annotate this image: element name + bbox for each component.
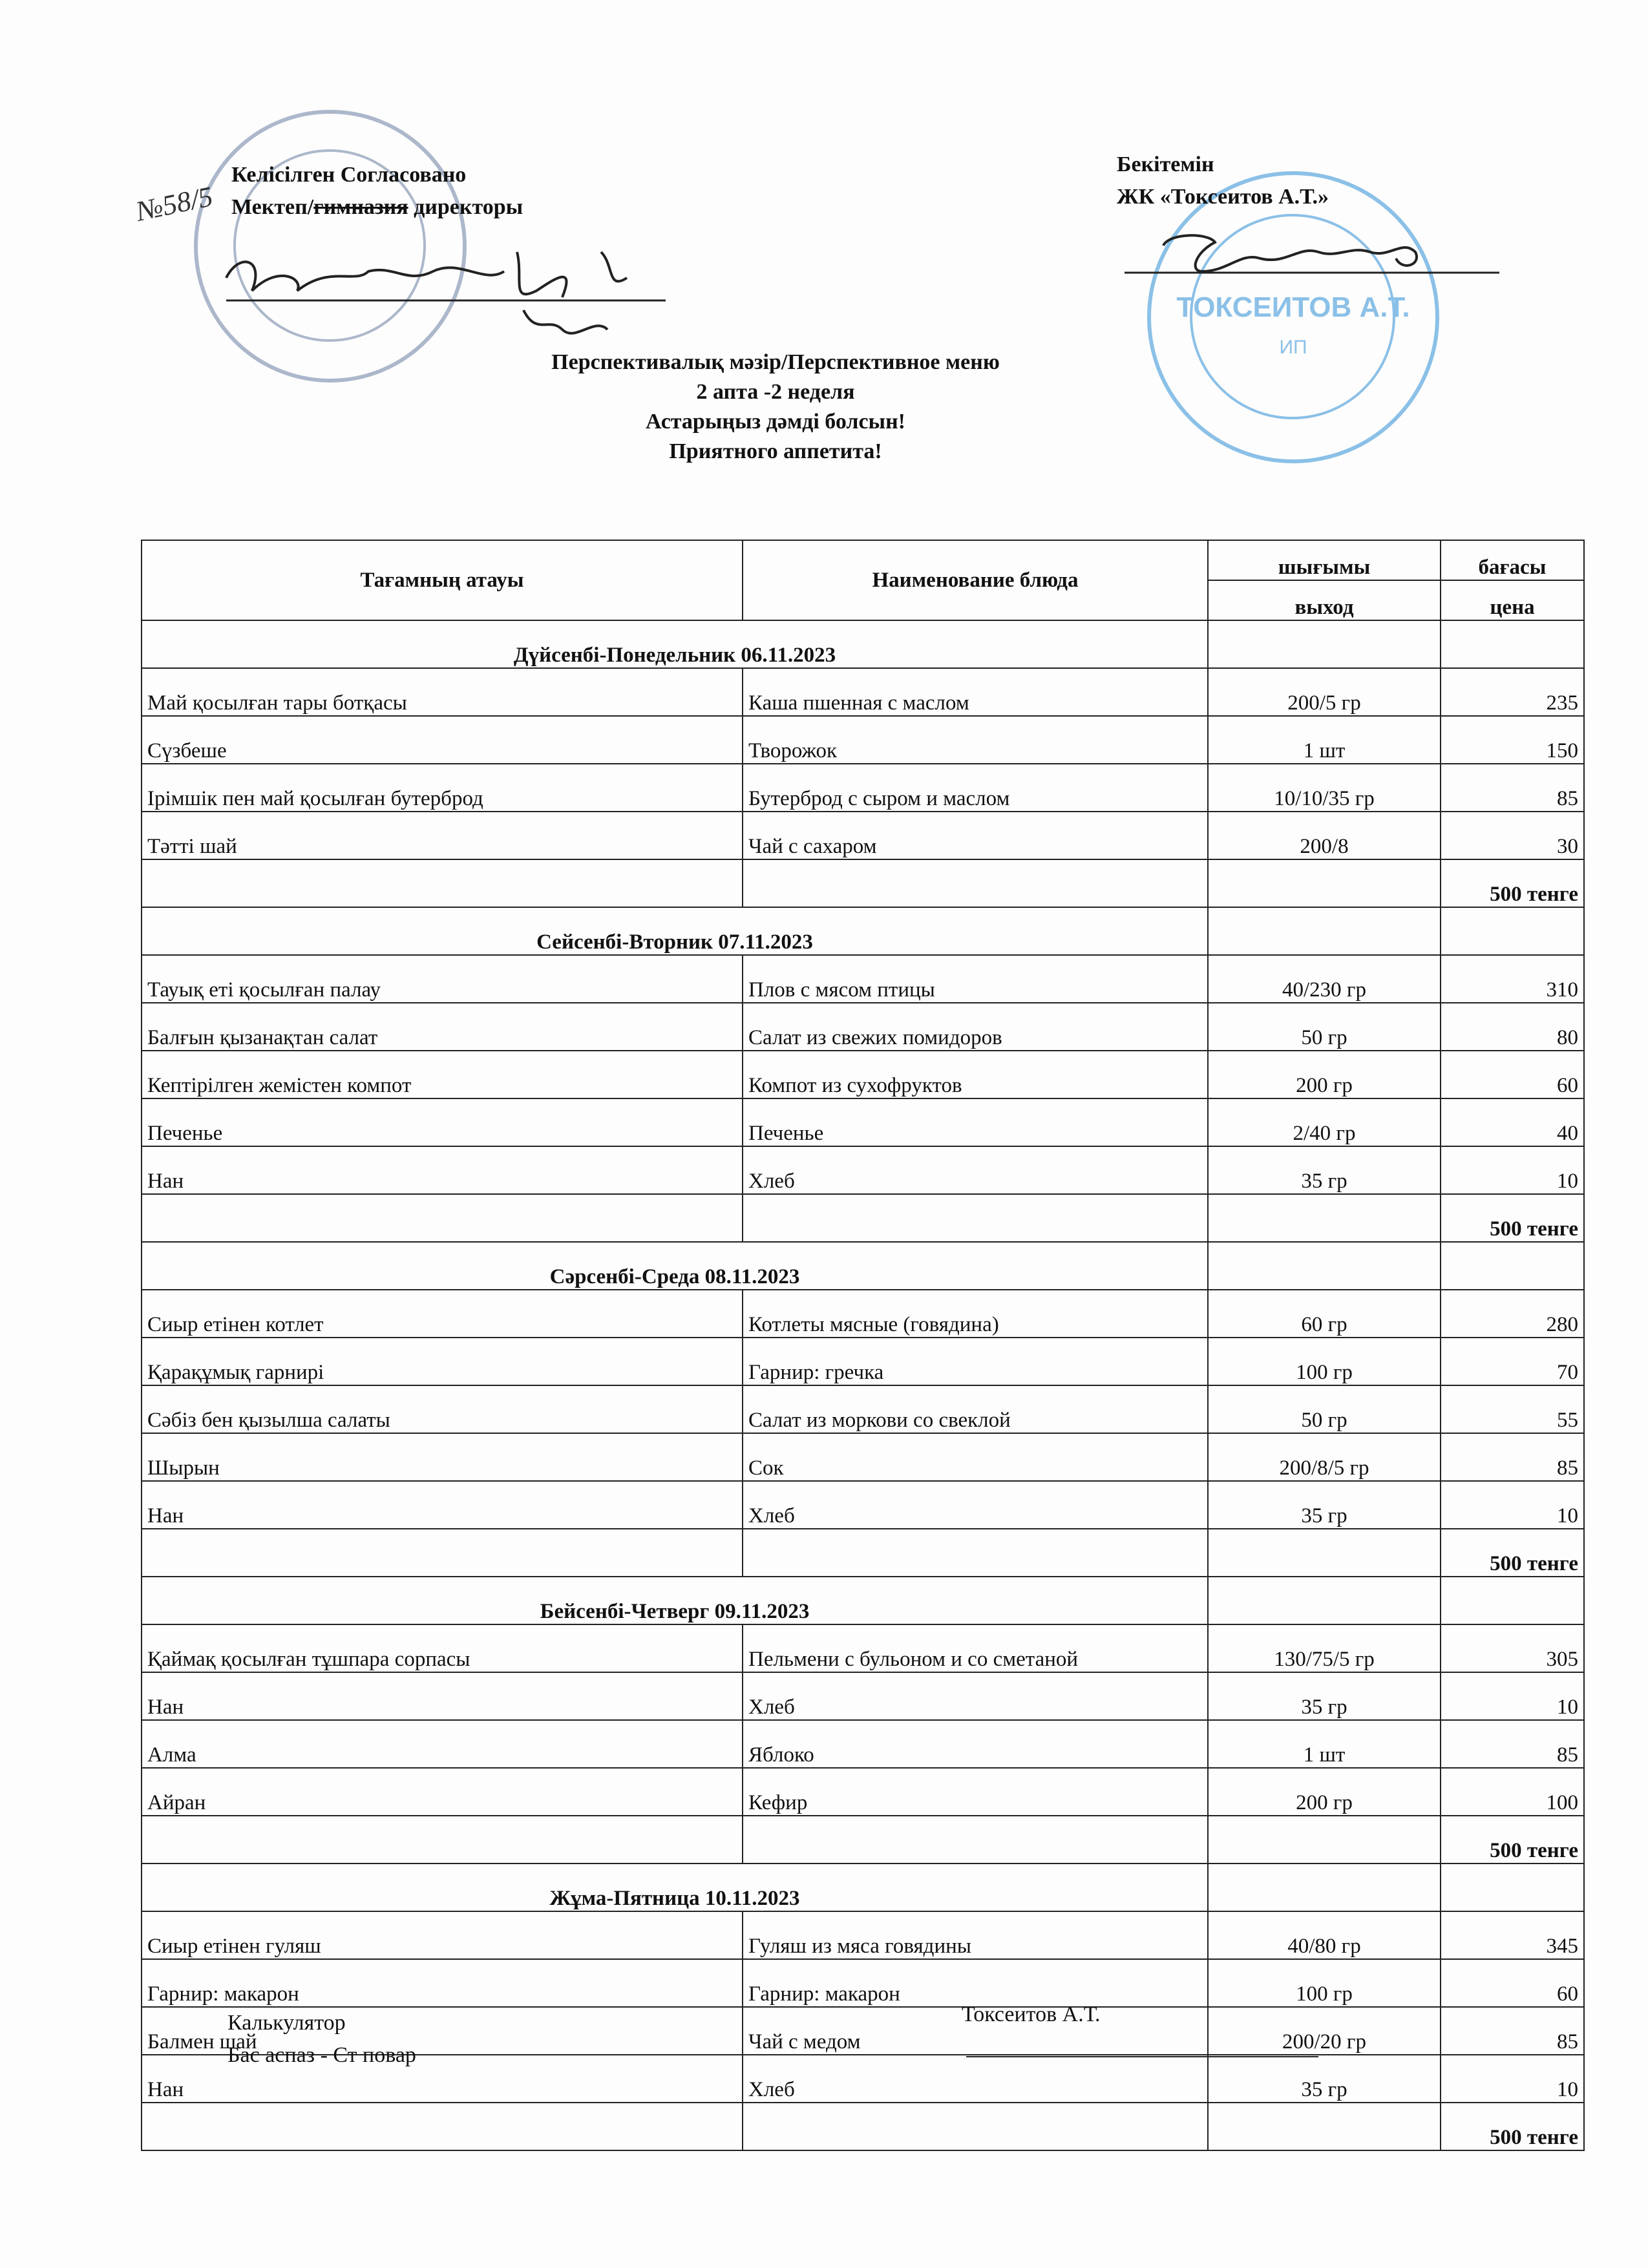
total-row	[142, 859, 1584, 907]
dish-kz: Балғын қызанақтан салат	[142, 1003, 743, 1051]
table-row	[142, 1338, 1584, 1385]
menu-table	[141, 540, 1585, 2151]
day-row	[142, 1242, 1584, 1290]
empty-cell	[1208, 1529, 1441, 1577]
dish-kz: Қарақұмық гарнирі	[142, 1338, 743, 1385]
empty-cell	[1441, 1577, 1584, 1624]
day-row	[142, 1577, 1584, 1624]
empty-cell	[1208, 1242, 1441, 1290]
dish-yield: 130/75/5 гр	[1208, 1624, 1441, 1672]
dish-ru: Плов с мясом птицы	[743, 955, 1208, 1003]
header-yield-ru: выход	[1208, 580, 1441, 620]
table-row	[142, 1146, 1584, 1194]
table-row	[142, 1290, 1584, 1338]
dish-ru: Творожок	[743, 716, 1208, 764]
table-row	[142, 1720, 1584, 1768]
empty-cell	[142, 2103, 743, 2150]
day-row	[142, 907, 1584, 955]
table-header-row	[142, 540, 1584, 580]
dish-yield: 40/80 гр	[1208, 1911, 1441, 1959]
table-row	[142, 955, 1584, 1003]
total-row	[142, 1816, 1584, 1864]
dish-yield: 35 гр	[1208, 2055, 1441, 2103]
table-row	[142, 1051, 1584, 1098]
dish-yield: 60 гр	[1208, 1290, 1441, 1338]
day-name: Дүйсенбі-Понедельник 06.11.2023	[142, 620, 1208, 668]
table-row	[142, 764, 1584, 812]
dish-ru: Хлеб	[743, 1672, 1208, 1720]
dish-kz: Тәтті шай	[142, 812, 743, 859]
empty-cell	[1208, 907, 1441, 955]
table-row	[142, 716, 1584, 764]
approval-left-line1: Келісілген Согласовано	[231, 163, 467, 187]
dish-yield: 35 гр	[1208, 1672, 1441, 1720]
day-name: Сейсенбі-Вторник 07.11.2023	[142, 907, 1208, 955]
dish-yield: 2/40 гр	[1208, 1098, 1441, 1146]
day-name: Жұма-Пятница 10.11.2023	[142, 1864, 1208, 1911]
seal-sub: ИП	[1279, 337, 1307, 358]
footer-left-line1: Калькулятор	[227, 2011, 346, 2035]
day-name: Сәрсенбі-Среда 08.11.2023	[142, 1242, 1208, 1290]
dish-kz: Балмен шай	[142, 2007, 743, 2055]
day-total: 500 тенге	[1441, 1816, 1584, 1864]
footer-right-name: Токсеитов А.Т.	[962, 2002, 1101, 2026]
dish-price: 10	[1441, 2055, 1584, 2103]
dish-ru: Каша пшенная с маслом	[743, 668, 1208, 716]
day-name: Бейсенбі-Четверг 09.11.2023	[142, 1577, 1208, 1624]
dish-kz: Қаймақ қосылған тұшпара сорпасы	[142, 1624, 743, 1672]
approval-left-strike: гимназия	[313, 195, 408, 219]
empty-cell	[1208, 859, 1441, 907]
approval-right-line1: Бекітемін	[1117, 152, 1214, 176]
empty-cell	[1441, 1864, 1584, 1911]
empty-cell	[142, 859, 743, 907]
approval-right-line2: ЖК «Токсеитов А.Т.»	[1117, 185, 1329, 209]
dish-yield: 10/10/35 гр	[1208, 764, 1441, 812]
dish-ru: Салат из свежих помидоров	[743, 1003, 1208, 1051]
title-line4: Приятного аппетита!	[669, 439, 882, 463]
dish-kz: Нан	[142, 2055, 743, 2103]
menu-title	[0, 348, 1648, 467]
dish-price: 85	[1441, 2007, 1584, 2055]
empty-cell	[743, 1816, 1208, 1864]
dish-yield: 100 гр	[1208, 1959, 1441, 2007]
dish-kz: Нан	[142, 1672, 743, 1720]
dish-ru: Гарнир: макарон	[743, 1959, 1208, 2007]
table-row	[142, 1481, 1584, 1529]
day-row	[142, 620, 1584, 668]
dish-price: 60	[1441, 1051, 1584, 1098]
dish-price: 150	[1441, 716, 1584, 764]
table-row	[142, 1959, 1584, 2007]
table-row	[142, 1911, 1584, 1959]
total-row	[142, 1529, 1584, 1577]
table-row	[142, 1433, 1584, 1481]
dish-ru: Сок	[743, 1433, 1208, 1481]
empty-cell	[142, 1529, 743, 1577]
header-ru-name: Наименование блюда	[743, 540, 1208, 620]
dish-price: 85	[1441, 1433, 1584, 1481]
dish-kz: Ірімшік пен май қосылған бутерброд	[142, 764, 743, 812]
dish-yield: 50 гр	[1208, 1385, 1441, 1433]
dish-yield: 200 гр	[1208, 1051, 1441, 1098]
footer-left-line2: Бас аспаз - Ст повар	[227, 2043, 416, 2067]
table-row	[142, 1003, 1584, 1051]
dish-price: 10	[1441, 1146, 1584, 1194]
dish-yield: 200/5 гр	[1208, 668, 1441, 716]
dish-kz: Алма	[142, 1720, 743, 1768]
dish-price: 10	[1441, 1481, 1584, 1529]
empty-cell	[743, 2103, 1208, 2150]
seal-name: ТОКСЕИТОВ А.Т.	[1176, 291, 1410, 323]
day-total: 500 тенге	[1441, 1529, 1584, 1577]
dish-kz: Сүзбеше	[142, 716, 743, 764]
dish-ru: Гуляш из мяса говядины	[743, 1911, 1208, 1959]
dish-price: 235	[1441, 668, 1584, 716]
empty-cell	[1441, 620, 1584, 668]
dish-ru: Пельмени с бульоном и со сметаной	[743, 1624, 1208, 1672]
day-row	[142, 1864, 1584, 1911]
dish-kz: Печенье	[142, 1098, 743, 1146]
footer-signature-line	[966, 2056, 1318, 2057]
empty-cell	[1208, 1864, 1441, 1911]
empty-cell	[142, 1194, 743, 1242]
dish-kz: Сиыр етінен котлет	[142, 1290, 743, 1338]
left-signature	[213, 239, 704, 355]
empty-cell	[1208, 1577, 1441, 1624]
dish-yield: 35 гр	[1208, 1146, 1441, 1194]
dish-ru: Чай с медом	[743, 2007, 1208, 2055]
empty-cell	[142, 1816, 743, 1864]
handwritten-number: №58/5	[133, 180, 216, 227]
dish-ru: Кефир	[743, 1768, 1208, 1816]
total-row	[142, 2103, 1584, 2150]
dish-yield: 40/230 гр	[1208, 955, 1441, 1003]
empty-cell	[1441, 907, 1584, 955]
table-row	[142, 812, 1584, 859]
empty-cell	[743, 1529, 1208, 1577]
dish-price: 60	[1441, 1959, 1584, 2007]
dish-yield: 200/8	[1208, 812, 1441, 859]
table-row	[142, 1672, 1584, 1720]
empty-cell	[743, 859, 1208, 907]
dish-yield: 35 гр	[1208, 1481, 1441, 1529]
dish-ru: Бутерброд с сыром и маслом	[743, 764, 1208, 812]
dish-kz: Май қосылған тары ботқасы	[142, 668, 743, 716]
approval-left-prefix: Мектеп/	[231, 195, 314, 219]
dish-kz: Нан	[142, 1146, 743, 1194]
dish-price: 345	[1441, 1911, 1584, 1959]
dish-yield: 200 гр	[1208, 1768, 1441, 1816]
empty-cell	[743, 1194, 1208, 1242]
table-row	[142, 1098, 1584, 1146]
dish-price: 305	[1441, 1624, 1584, 1672]
empty-cell	[1208, 1816, 1441, 1864]
dish-ru: Салат из моркови со свеклой	[743, 1385, 1208, 1433]
right-signature	[1118, 226, 1506, 284]
dish-kz: Айран	[142, 1768, 743, 1816]
dish-yield: 100 гр	[1208, 1338, 1441, 1385]
dish-kz: Сәбіз бен қызылша салаты	[142, 1385, 743, 1433]
dish-ru: Хлеб	[743, 2055, 1208, 2103]
table-row	[142, 1385, 1584, 1433]
header-price-ru: цена	[1441, 580, 1584, 620]
empty-cell	[1208, 620, 1441, 668]
title-line1: Перспективалық мәзір/Перспективное меню	[551, 350, 1000, 374]
dish-yield: 1 шт	[1208, 1720, 1441, 1768]
dish-ru: Компот из сухофруктов	[743, 1051, 1208, 1098]
dish-ru: Котлеты мясные (говядина)	[743, 1290, 1208, 1338]
dish-price: 100	[1441, 1768, 1584, 1816]
day-total: 500 тенге	[1441, 859, 1584, 907]
dish-kz: Шырын	[142, 1433, 743, 1481]
title-line2: 2 апта -2 неделя	[696, 380, 855, 404]
dish-kz: Гарнир: макарон	[142, 1959, 743, 2007]
empty-cell	[1208, 2103, 1441, 2150]
approval-left-line2	[231, 193, 523, 222]
empty-cell	[1441, 1242, 1584, 1290]
dish-price: 55	[1441, 1385, 1584, 1433]
table-row	[142, 668, 1584, 716]
dish-yield: 200/20 гр	[1208, 2007, 1441, 2055]
dish-kz: Сиыр етінен гуляш	[142, 1911, 743, 1959]
dish-ru: Хлеб	[743, 1481, 1208, 1529]
empty-cell	[1208, 1194, 1441, 1242]
dish-ru: Гарнир: гречка	[743, 1338, 1208, 1385]
table-row	[142, 1624, 1584, 1672]
dish-price: 280	[1441, 1290, 1584, 1338]
dish-yield: 50 гр	[1208, 1003, 1441, 1051]
total-row	[142, 1194, 1584, 1242]
dish-price: 70	[1441, 1338, 1584, 1385]
dish-price: 310	[1441, 955, 1584, 1003]
dish-ru: Чай с сахаром	[743, 812, 1208, 859]
dish-yield: 200/8/5 гр	[1208, 1433, 1441, 1481]
title-line3: Астарыңыз дәмді болсын!	[646, 410, 905, 434]
dish-price: 80	[1441, 1003, 1584, 1051]
day-total: 500 тенге	[1441, 1194, 1584, 1242]
header-price-kz: бағасы	[1441, 540, 1584, 580]
dish-kz: Нан	[142, 1481, 743, 1529]
dish-ru: Хлеб	[743, 1146, 1208, 1194]
dish-price: 40	[1441, 1098, 1584, 1146]
header-yield-kz: шығымы	[1208, 540, 1441, 580]
dish-price: 30	[1441, 812, 1584, 859]
table-row	[142, 1768, 1584, 1816]
dish-kz: Тауық еті қосылған палау	[142, 955, 743, 1003]
dish-kz: Кептірілген жемістен компот	[142, 1051, 743, 1098]
dish-ru: Печенье	[743, 1098, 1208, 1146]
dish-price: 85	[1441, 764, 1584, 812]
header-kz-name: Тағамның атауы	[142, 540, 743, 620]
dish-price: 85	[1441, 1720, 1584, 1768]
dish-ru: Яблоко	[743, 1720, 1208, 1768]
dish-price: 10	[1441, 1672, 1584, 1720]
approval-left-suffix: директоры	[408, 195, 523, 219]
day-total: 500 тенге	[1441, 2103, 1584, 2150]
dish-yield: 1 шт	[1208, 716, 1441, 764]
